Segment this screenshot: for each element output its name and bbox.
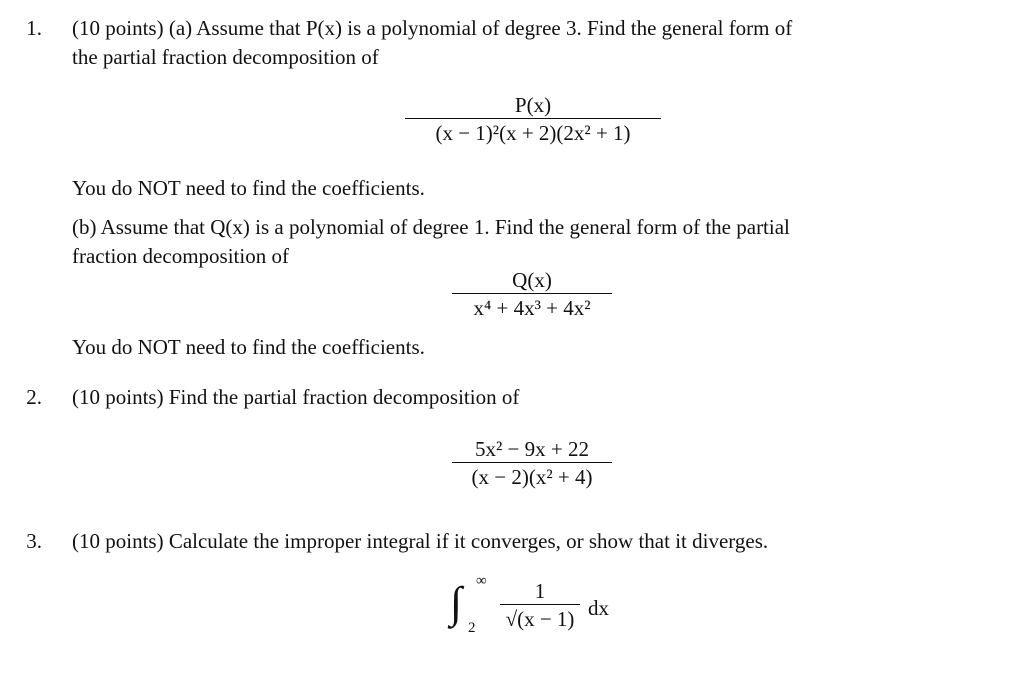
- integral-sign: ∫: [450, 578, 463, 627]
- integral-differential: dx: [588, 596, 609, 620]
- problem-1b-numerator: Q(x): [512, 268, 552, 292]
- problem-1a-line-1-text: (10 points) (a) Assume that P(x) is a polynomial of degree 3. Find the general form of: [72, 16, 793, 40]
- integral-upper-limit: ∞: [476, 573, 487, 589]
- problem-1-number: 1.: [26, 16, 42, 40]
- problem-2-numerator: 5x² − 9x + 22: [475, 437, 589, 461]
- problem-1a-numerator: P(x): [514, 93, 552, 117]
- problem-3-fraction: [500, 578, 580, 633]
- problem-2-text: (10 points) Find the partial fraction decomposition of: [72, 385, 520, 409]
- problem-1a-fraction: [405, 92, 661, 147]
- problem-1a-denominator: (x − 1)²(x + 2)(2x² + 1): [435, 121, 631, 145]
- integral-lower-limit: 2: [468, 620, 476, 636]
- problem-1b-denominator: x⁴ + 4x³ + 4x²: [473, 296, 591, 320]
- problem-1b-line-2: fraction decomposition of: [72, 244, 289, 268]
- problem-2-denominator: (x − 2)(x² + 4): [471, 465, 593, 489]
- problem-1b-note: You do NOT need to find the coefficients.: [72, 335, 425, 359]
- problem-1a-note: You do NOT need to find the coefficients.: [72, 176, 425, 200]
- problem-1a-line-2: the partial fraction decomposition of: [72, 45, 379, 69]
- problem-3-denominator: √(x − 1): [505, 607, 575, 631]
- problem-3-text: (10 points) Calculate the improper integral if it converges, or show that it diverges.: [72, 529, 769, 553]
- problem-3-numerator: 1: [534, 579, 546, 603]
- problem-1a-line-1: [72, 14, 792, 43]
- problem-2-fraction: [452, 436, 612, 491]
- problem-1b-line-1: (b) Assume that Q(x) is a polynomial of degree 1. Find the general form of the partial: [72, 215, 790, 239]
- problem-2-number: 2.: [26, 385, 42, 409]
- problem-1b-fraction: [452, 267, 612, 322]
- problem-3-number: 3.: [26, 529, 42, 553]
